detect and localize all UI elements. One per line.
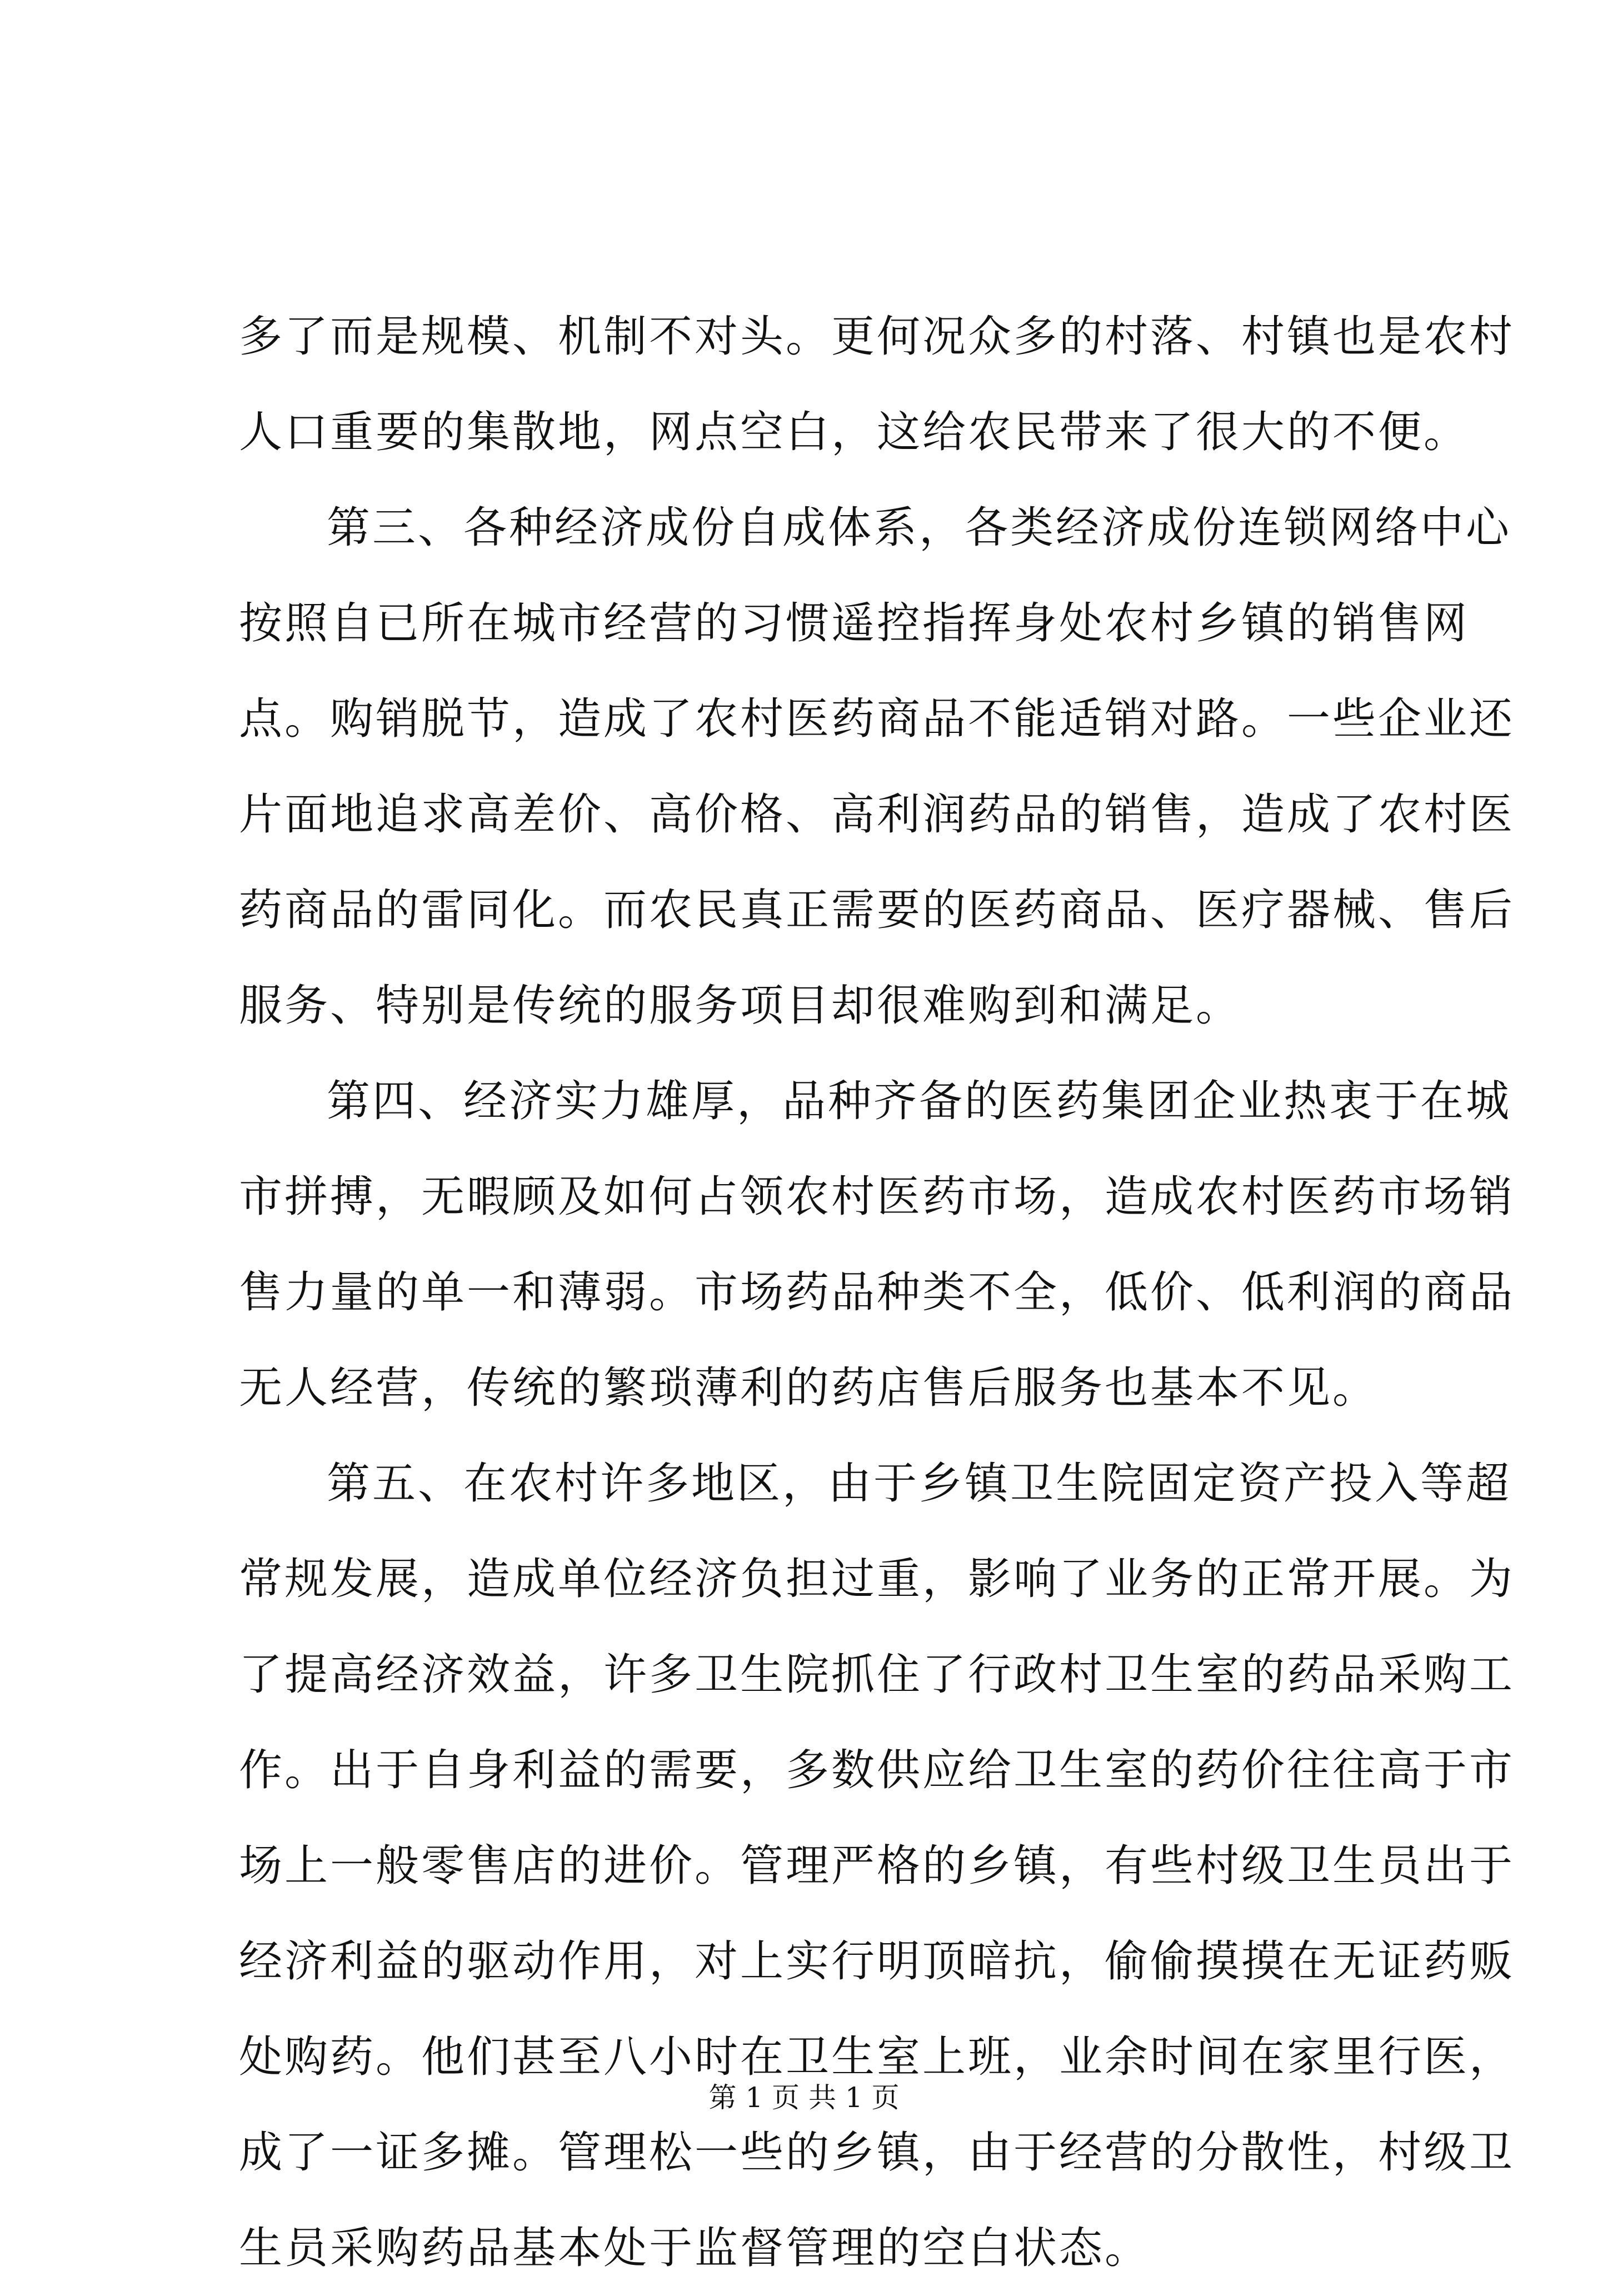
- document-body: [239, 289, 1515, 2296]
- text-line: 售力量的单一和薄弱。市场药品种类不全，低价、低利润的商品: [239, 1267, 1515, 1317]
- text-line: 按照自已所在城市经营的习惯遥控指挥身处农村乡镇的销售网: [239, 598, 1470, 648]
- page-footer: 第 1 页 共 1 页: [708, 2082, 900, 2114]
- text-line: 场上一般零售店的进价。管理严格的乡镇，有些村级卫生员出于: [239, 1841, 1515, 1891]
- text-line: 生员采购药品基本处于监督管理的空白状态。: [239, 2223, 1151, 2273]
- text-line: 药商品的雷同化。而农民真正需要的医药商品、医疗器械、售后: [239, 885, 1515, 935]
- text-line: 点。购销脱节，造成了农村医药商品不能适销对路。一些企业还: [239, 694, 1515, 744]
- text-line: 经济利益的驱动作用，对上实行明顶暗抗，偷偷摸摸在无证药贩: [239, 1936, 1515, 1986]
- text-line: 市拼搏，无暇顾及如何占领农村医药市场，造成农村医药市场销: [239, 1172, 1515, 1222]
- text-line: 服务、特别是传统的服务项目却很难购到和满足。: [239, 981, 1242, 1031]
- text-line: 作。出于自身利益的需要，多数供应给卫生室的药价往往高于市: [239, 1745, 1515, 1795]
- paragraph-start-line: 第五、在农村许多地区，由于乡镇卫生院固定资产投入等超: [327, 1459, 1512, 1509]
- text-line: 片面地追求高差价、高价格、高利润药品的销售，造成了农村医: [239, 790, 1515, 840]
- paragraph-start-line: 第三、各种经济成份自成体系，各类经济成份连锁网络中心: [327, 503, 1512, 553]
- text-line: 成了一证多摊。管理松一些的乡镇，由于经营的分散性，村级卫: [239, 2128, 1515, 2178]
- text-line: 无人经营，传统的繁琐薄利的药店售后服务也基本不见。: [239, 1363, 1379, 1413]
- text-line: 处购药。他们甚至八小时在卫生室上班，业余时间在家里行医，: [239, 2032, 1515, 2082]
- text-line: 了提高经济效益，许多卫生院抓住了行政村卫生室的药品采购工: [239, 1650, 1515, 1700]
- paragraph-start-line: 第四、经济实力雄厚，品种齐备的医药集团企业热衷于在城: [327, 1076, 1512, 1126]
- text-line: 常规发展，造成单位经济负担过重，影响了业务的正常开展。为: [239, 1554, 1515, 1604]
- text-line: 多了而是规模、机制不对头。更何况众多的村落、村镇也是农村: [239, 312, 1515, 362]
- text-line: 人口重要的集散地，网点空白，这给农民带来了很大的不便。: [239, 407, 1470, 457]
